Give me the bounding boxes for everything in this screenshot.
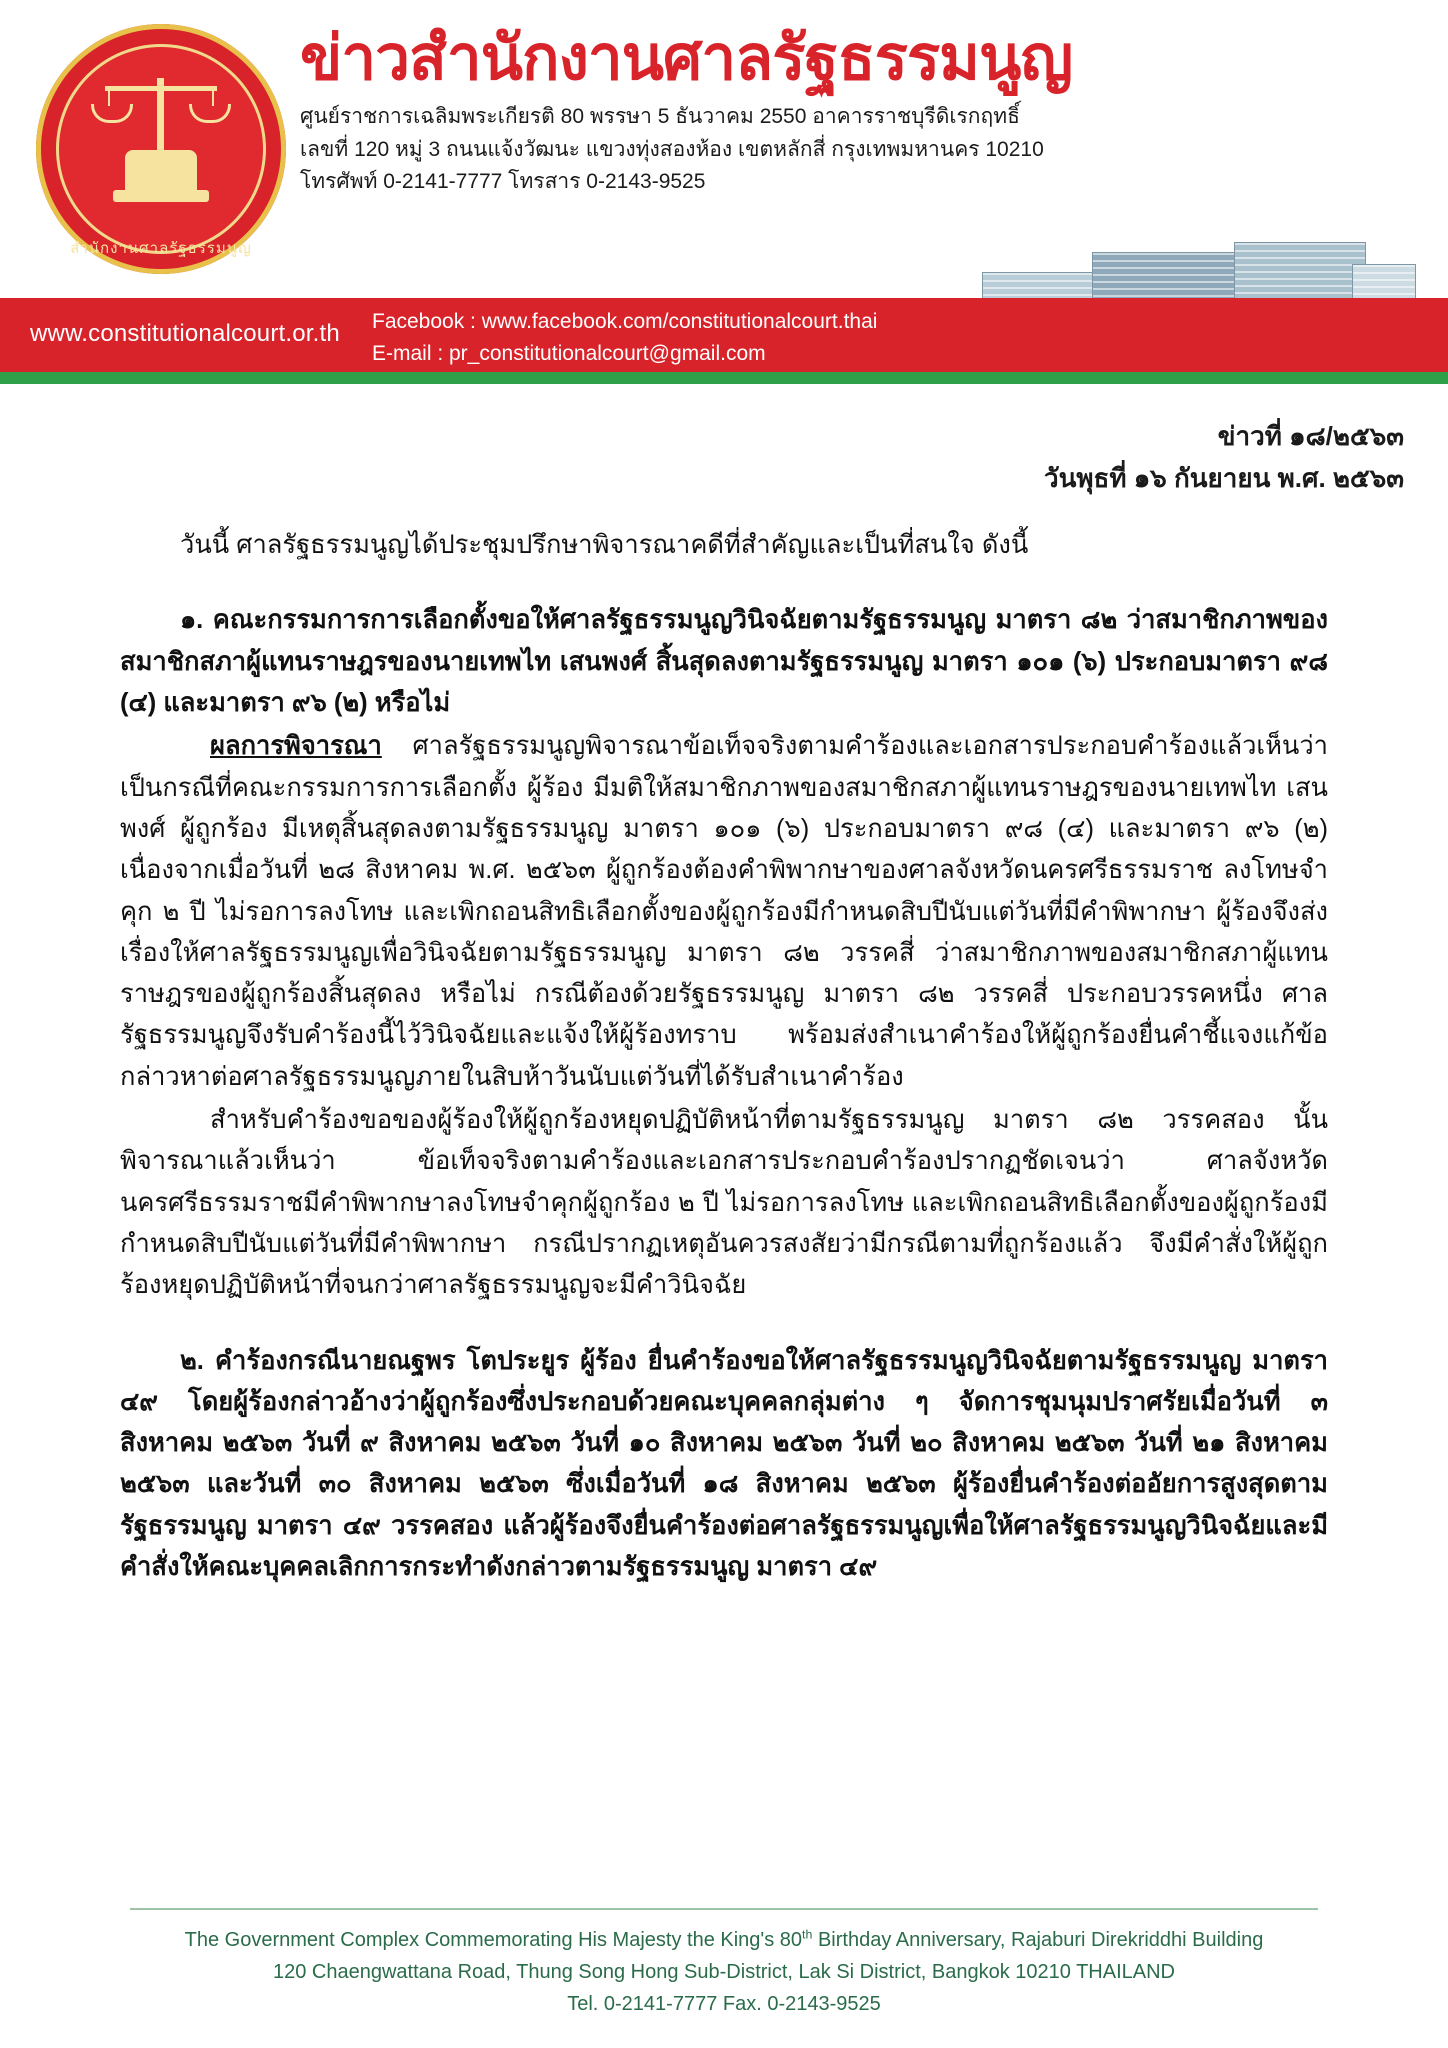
footer-line-1-b: Birthday Anniversary, Rajaburi Direkriddhi Building (812, 1929, 1264, 1951)
scales-of-justice-icon (91, 62, 231, 212)
document-text (120, 525, 1328, 1588)
green-accent-bar (0, 372, 1448, 384)
case-1-result-label: ผลการพิจารณา (210, 732, 382, 761)
footer-ordinal-suffix: th (802, 1927, 813, 1942)
case-2-heading: ๒. คำร้องกรณีนายณฐพร โตประยูร ผู้ร้อง ยื่นคำร้องขอให้ศาลรัฐธรรมนูญวินิจฉัยตามรัฐธรรมนูญ มาตรา ๔๙ โดยผู้ร้องกล่าวอ้างว่าผู้ถูกร้องซึ่งประกอบด้วยคณะบุคคลกลุ่มต่าง ๆ จัดการชุมนุมปราศรัยเมื่อวันที่ ๓ สิงหาคม ๒๕๖๓ วันที่ ๙ สิงหาคม ๒๕๖๓ วันที่ ๑๐ สิงหาคม ๒๕๖๓ วันที่ ๒๐ สิงหาคม ๒๕๖๓ วันที่ ๒๑ สิงหาคม ๒๕๖๓ และวันที่ ๓๐ สิงหาคม ๒๕๖๓ ซึ่งเมื่อวันที่ ๑๘ สิงหาคม ๒๕๖๓ ผู้ร้องยื่นคำร้องต่ออัยการสูงสุดตามรัฐธรรมนูญ มาตรา ๔๙ วรรคสอง แล้วผู้ร้องจึงยื่นคำร้องต่อศาลรัฐธรรมนูญเพื่อให้ศาลรัฐธรรมนูญวินิจฉัยและมีคำสั่งให้คณะบุคคลเลิกการกระทำดังกล่าวตามรัฐธรรมนูญ มาตรา ๔๙ (120, 1346, 1328, 1582)
phone-fax-line: โทรศัพท์ 0-2141-7777 โทรสาร 0-2143-9525 (300, 170, 706, 194)
footer-line-3: Tel. 0-2141-7777 Fax. 0-2143-9525 (567, 1993, 881, 2015)
facebook-url[interactable]: Facebook : www.facebook.com/constitutionalcourt.thai (372, 310, 878, 333)
address-line-1: ศูนย์ราชการเฉลิมพระเกียรติ 80 พรรษา 5 ธันวาคม 2550 อาคารราชบุรีดิเรกฤทธิ์ (300, 105, 1020, 129)
contact-band (0, 298, 1448, 372)
scale-foot (113, 190, 209, 202)
organization-title: ข่าวสำนักงานศาลรัฐธรรมนูญ (300, 24, 1073, 93)
document-meta (0, 416, 1404, 499)
case-item-1 (120, 600, 1328, 1306)
footer-line-2: 120 Chaengwattana Road, Thung Song Hong Sub-District, Lak Si District, Bangkok 10210 THAILAND (273, 1961, 1175, 1983)
footer-divider (130, 1908, 1318, 1910)
letterhead-text-block (300, 26, 1410, 199)
scale-base (125, 150, 197, 194)
intro-paragraph: วันนี้ ศาลรัฐธรรมนูญได้ประชุมปรึกษาพิจารณาคดีที่สำคัญและเป็นที่สนใจ ดังนี้ (180, 531, 1029, 560)
document-page (0, 390, 1448, 1588)
website-url[interactable]: www.constitutionalcourt.or.th (30, 320, 340, 347)
email-address[interactable]: E-mail : pr_constitutionalcourt@gmail.com (372, 341, 766, 365)
scale-beam (105, 86, 217, 91)
emblem-band-text: สำนักงานศาลรัฐธรรมนูญ (70, 240, 252, 257)
scale-pan-right (189, 104, 231, 123)
footer-line-1 (0, 1924, 1448, 1956)
page-footer (0, 1908, 1448, 2020)
case-1-paragraph-1: ศาลรัฐธรรมนูญพิจารณาข้อเท็จจริงตามคำร้องและเอกสารประกอบคำร้องแล้วเห็นว่า เป็นกรณีที่คณะกรรมการการเลือกตั้ง ผู้ร้อง มีมติให้สมาชิกภาพของสมาชิกสภาผู้แทนราษฎรของนายเทพไท เสนพงศ์ ผู้ถูกร้อง มีเหตุสิ้นสุดลงตามรัฐธรรมนูญ มาตรา ๑๐๑ (๖) ประกอบมาตรา ๙๘ (๔) และมาตรา ๙๖ (๒) เนื่องจากเมื่อวันที่ ๒๘ สิงหาคม พ.ศ. ๒๕๖๓ ผู้ถูกร้องต้องคำพิพากษาของศาลจังหวัดนครศรีธรรมราช ลงโทษจำคุก ๒ ปี ไม่รอการลงโทษ และเพิกถอนสิทธิเลือกตั้งของผู้ถูกร้องมีกำหนดสิบปีนับแต่วันที่มีคำพิพากษา ผู้ร้องจึงส่งเรื่องให้ศาลรัฐธรรมนูญเพื่อวินิจฉัยตามรัฐธรรมนูญ มาตรา ๘๒ วรรคสี่ ว่าสมาชิกภาพของสมาชิกสภาผู้แทนราษฎรของผู้ถูกร้องสิ้นสุดลง หรือไม่ กรณีต้องด้วยรัฐธรรมนูญ มาตรา ๘๒ วรรคสี่ ประกอบวรรคหนึ่ง ศาลรัฐธรรมนูญจึงรับคำร้องนี้ไว้วินิจฉัยและแจ้งให้ผู้ร้องทราบ พร้อมส่งสำเนาคำร้องให้ผู้ถูกร้องยื่นคำชี้แจงแก้ข้อกล่าวหาต่อศาลรัฐธรรมนูญภายในสิบห้าวันนับแต่วันที่ได้รับสำเนาคำร้อง (120, 732, 1328, 1091)
case-1-paragraph-2: สำหรับคำร้องขอของผู้ร้องให้ผู้ถูกร้องหยุดปฏิบัติหน้าที่ตามรัฐธรรมนูญ มาตรา ๘๒ วรรคสอง นั้น พิจารณาแล้วเห็นว่า ข้อเท็จจริงตามคำร้องและเอกสารประกอบคำร้องปรากฏชัดเจนว่า ศาลจังหวัดนครศรีธรรมราชมีคำพิพากษาลงโทษจำคุกผู้ถูกร้อง ๒ ปี ไม่รอการลงโทษ และเพิกถอนสิทธิเลือกตั้งของผู้ถูกร้องมีกำหนดสิบปีนับแต่วันที่มีคำพิพากษา กรณีปรากฏเหตุอันควรสงสัยว่ามีกรณีตามที่ถูกร้องแล้ว จึงมีคำสั่งให้ผู้ถูกร้องหยุดปฏิบัติหน้าที่จนกว่าศาลรัฐธรรมนูญจะมีคำวินิจฉัย (120, 1106, 1328, 1300)
organization-address (300, 101, 1410, 199)
case-item-2 (120, 1341, 1328, 1589)
case-1-result-paragraph (120, 726, 1328, 1098)
news-number: ข่าวที่ ๑๘/๒๕๖๓ (1217, 421, 1404, 451)
scale-pan-left (91, 104, 133, 123)
social-contact-block (372, 306, 877, 369)
footer-line-1-a: The Government Complex Commemorating His Majesty the King's 80 (184, 1929, 803, 1951)
news-date: วันพุธที่ ๑๖ กันยายน พ.ศ. ๒๕๖๓ (1044, 462, 1404, 493)
contact-band-inner (0, 298, 1448, 372)
letterhead (0, 0, 1448, 390)
constitutional-court-emblem (36, 24, 286, 274)
case-1-heading: ๑. คณะกรรมการการเลือกตั้งขอให้ศาลรัฐธรรมนูญวินิจฉัยตามรัฐธรรมนูญ มาตรา ๘๒ ว่าสมาชิกภาพของสมาชิกสภาผู้แทนราษฎรของนายเทพไท เสนพงศ์ สิ้นสุดลงตามรัฐธรรมนูญ มาตรา ๑๐๑ (๖) ประกอบมาตรา ๙๘ (๔) และมาตรา ๙๖ (๒) หรือไม่ (120, 606, 1328, 718)
address-line-2: เลขที่ 120 หมู่ 3 ถนนแจ้งวัฒนะ แขวงทุ่งสองห้อง เขตหลักสี่ กรุงเทพมหานคร 10210 (300, 137, 1044, 161)
